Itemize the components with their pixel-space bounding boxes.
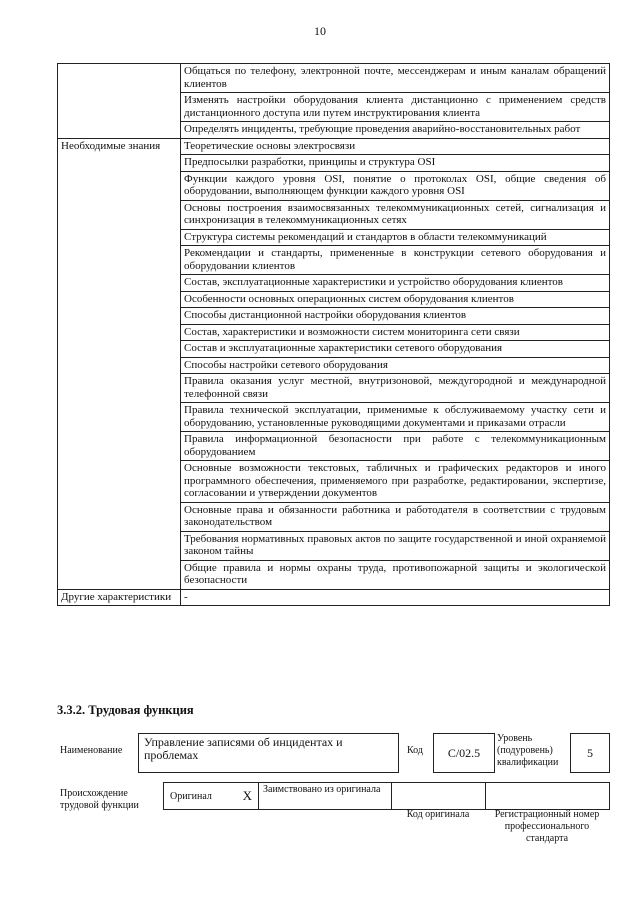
page-number: 10 (314, 24, 326, 38)
row-text: Предпосылки разработки, принципы и структура OSI (181, 155, 610, 172)
reg-number-label: Регистрационный номер профессионального стандарта (494, 809, 600, 844)
row-text: Основные права и обязанности работника и работодателя в соответствии с трудовым законодательством (181, 502, 610, 531)
code-label: Код (407, 745, 423, 756)
row-text: Общие правила и нормы охраны труда, противопожарной защиты и экологической безопасности (181, 560, 610, 589)
row-text: Особенности основных операционных систем оборудования клиентов (181, 291, 610, 308)
section-heading: 3.3.2. Трудовая функция (57, 703, 194, 717)
row-label (58, 64, 181, 139)
table-row (58, 64, 610, 93)
row-label: Необходимые знания (58, 138, 181, 589)
origin-row (164, 782, 611, 810)
row-text: Правила технической эксплуатации, применимые к обслуживаемому участку сети и оборудованию, установленные руководящими документами и приказами отрасли (181, 403, 610, 432)
row-text: Структура системы рекомендаций и стандартов в области телекоммуникаций (181, 229, 610, 246)
table-row (58, 589, 610, 606)
row-text: Изменять настройки оборудования клиента дистанционно с применением средств дистанционного доступа или путем инструктирования клиента (181, 93, 610, 122)
row-text: Требования нормативных правовых актов по защите государственной и иной охраняемой законом тайны (181, 531, 610, 560)
row-text: Способы настройки сетевого оборудования (181, 357, 610, 374)
row-text: Правила оказания услуг местной, внутризоновой, междугородной и международной телефонной связи (181, 374, 610, 403)
original-code-label: Код оригинала (406, 809, 470, 820)
row-text: Общаться по телефону, электронной почте, мессенджерам и иным каналам обращений клиентов (181, 64, 610, 93)
function-name-value: Управление записями об инцидентах и проблемах (138, 733, 399, 773)
knowledge-table (57, 63, 610, 606)
row-text: Функции каждого уровня OSI, понятие о протоколах OSI, общие сведения об оборудовании, выполняющем функции каждого уровня OSI (181, 171, 610, 200)
borrowed-cell: Заимствовано из оригинала (258, 782, 392, 810)
row-text: Состав, эксплуатационные характеристики и устройство оборудования клиентов (181, 275, 610, 292)
qualification-level-label: Уровень (подуровень) квалификации (497, 733, 559, 768)
origin-label: Происхождение трудовой функции (60, 788, 139, 811)
row-text: Способы дистанционной настройки оборудования клиентов (181, 308, 610, 325)
row-text: Определять инциденты, требующие проведения аварийно-восстановительных работ (181, 122, 610, 139)
original-mark: X (242, 788, 252, 803)
row-text: Состав, характеристики и возможности систем мониторинга сети связи (181, 324, 610, 341)
original-code-cell (391, 782, 486, 810)
row-text: Состав и эксплуатационные характеристики сетевого оборудования (181, 341, 610, 358)
row-text: Рекомендации и стандарты, примененные в конструкции сетевого оборудования и оборудовании клиентов (181, 246, 610, 275)
table-row (58, 138, 610, 155)
row-text: Теоретические основы электросвязи (181, 138, 610, 155)
row-text: - (181, 589, 610, 606)
row-text: Основы построения взаимосвязанных телекоммуникационных сетей, сигнализация и синхронизация в телекоммуникационных сетях (181, 200, 610, 229)
row-text: Основные возможности текстовых, табличных и графических редакторов и иного программного обеспечения, применяемого при разработке, редактировании, экспертизе, согласовании и утверждении документов (181, 461, 610, 503)
row-text: Правила информационной безопасности при работе с телекоммуникационным оборудованием (181, 432, 610, 461)
function-code-value: C/02.5 (433, 733, 495, 773)
reg-number-cell (485, 782, 610, 810)
name-label: Наименование (60, 745, 123, 756)
row-label: Другие характеристики (58, 589, 181, 606)
qualification-level-value: 5 (570, 733, 610, 773)
original-label: Оригинал (170, 790, 212, 802)
original-cell (163, 782, 259, 810)
